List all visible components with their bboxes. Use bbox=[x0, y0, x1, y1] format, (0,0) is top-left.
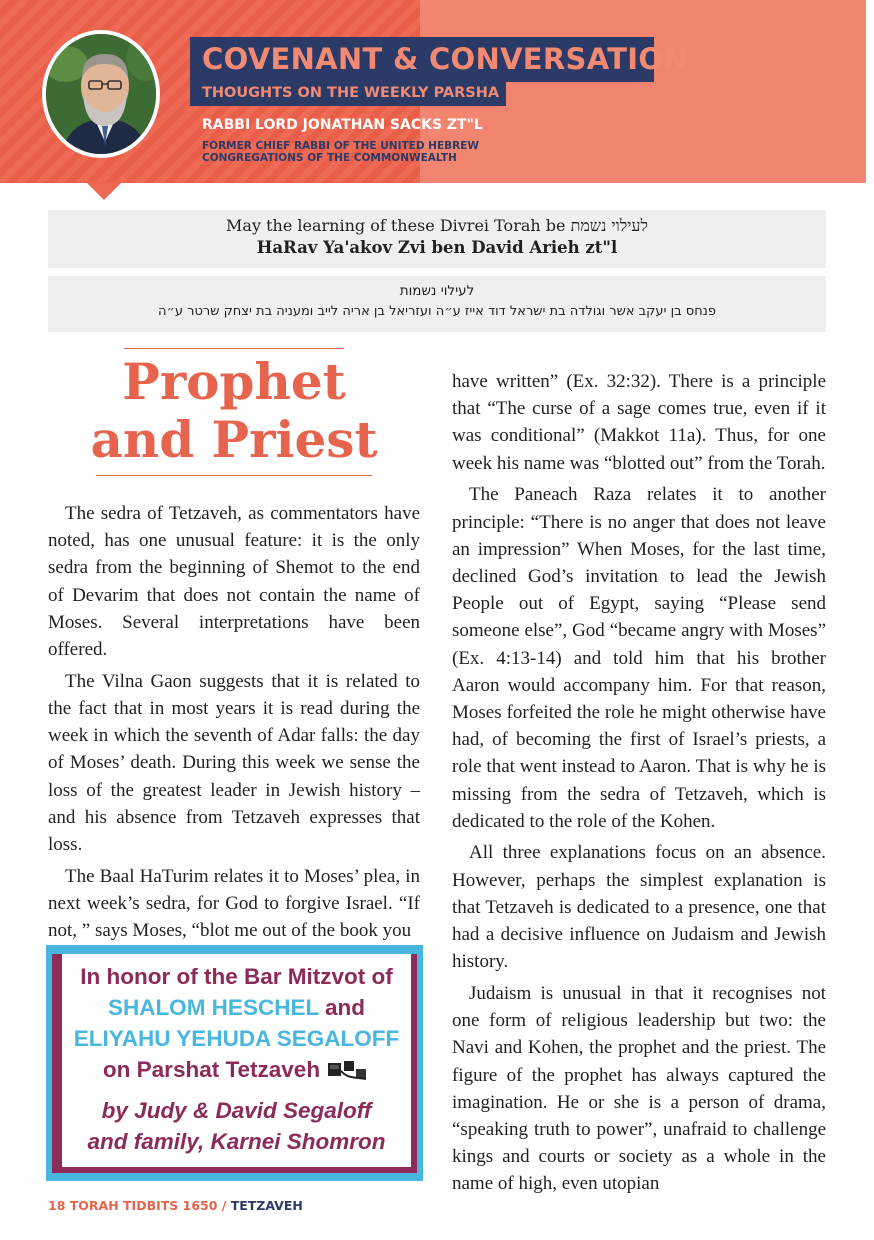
paragraph: The Vilna Gaon suggests that it is related to the fact that in most years it is read during the week in which the seventh of Adar falls: the day of Moses’ death. During this week we sense the loss of the greatest leader in Jewish history – and his absence from Tetzaveh expresses that loss. bbox=[48, 670, 420, 855]
tefillin-icon bbox=[326, 1057, 370, 1081]
ad-name-line1 bbox=[62, 992, 411, 1023]
ad-sponsor-line2: and family, Karnei Shomron bbox=[87, 1129, 386, 1154]
dedication-box-english bbox=[48, 210, 826, 268]
ad-inner-frame bbox=[52, 954, 417, 1173]
author-title bbox=[202, 140, 532, 164]
paragraph: The Paneach Raza relates it to another principle: “There is no anger that does not leave an impression” When Moses, for the last time, declined God’s invitation to lead the Jewish People out of Egypt, saying “Please send someone else”, God “became angry with Moses” (Ex. 4:13-14) and told him that his brother Aaron would accompany him. For that reason, Moses forfeited the role he might otherwise have had, of becoming the first of Israel’s priests, a role that went instead to Aaron. That is why he is missing from the sedra of Tetzaveh, which is dedicated to the role of the Kohen. bbox=[452, 484, 826, 832]
paragraph: The Baal HaTurim relates it to Moses’ plea, in next week’s sedra, for God to forgive Israel. “If not, ” says Moses, “blot me out of the book you bbox=[48, 865, 420, 942]
author-title-line2: CONGREGATIONS OF THE COMMONWEALTH bbox=[202, 152, 457, 164]
title-rule-bottom bbox=[96, 475, 372, 476]
header-banner bbox=[0, 0, 866, 183]
ad-name-1: SHALOM HESCHEL bbox=[107, 995, 319, 1020]
article-column-right bbox=[452, 368, 826, 1202]
bar-mitzvah-ad bbox=[46, 945, 423, 1181]
paragraph: Judaism is unusual in that it recognises not one form of religious leadership but two: the Navi and Kohen, the prophet and the priest. The figure of the prophet has always captured the imagination. He or she is a person of drama, “speaking truth to power”, unafraid to challenge kings and courts or society as a whole in the name of high, even utopian bbox=[452, 982, 826, 1195]
footer-publication: 18 TORAH TIDBITS 1650 / bbox=[48, 1198, 231, 1213]
article-title-line1: Prophet bbox=[122, 352, 346, 411]
ad-content bbox=[62, 954, 411, 1167]
series-subtitle-box bbox=[190, 82, 506, 106]
title-rule-top bbox=[124, 348, 344, 349]
series-title: COVENANT & CONVERSATION bbox=[202, 42, 688, 76]
author-portrait bbox=[42, 30, 160, 158]
article-column-left bbox=[48, 500, 420, 949]
paragraph: All three explanations focus on an absence. However, perhaps the simplest explanation is that Tetzaveh is dedicated to a presence, one that had a decisive influence on Judaism and Jewish history. bbox=[452, 842, 826, 973]
ad-parsha: on Parshat Tetzaveh bbox=[102, 1057, 321, 1082]
series-subtitle: THOUGHTS ON THE WEEKLY PARSHA bbox=[202, 85, 500, 101]
ad-intro: In honor of the Bar Mitzvot of bbox=[80, 964, 393, 989]
ad-sponsor-line1: by Judy & David Segaloff bbox=[101, 1098, 372, 1123]
ad-and-word: and bbox=[318, 995, 366, 1020]
banner-pointer bbox=[86, 182, 122, 200]
dedication-box-hebrew bbox=[48, 276, 826, 332]
article-title-line2: and Priest bbox=[90, 410, 378, 469]
ad-parsha-line bbox=[62, 1054, 411, 1085]
author-name: RABBI LORD JONATHAN SACKS ZT"L bbox=[202, 117, 483, 133]
author-title-line1: FORMER CHIEF RABBI OF THE UNITED HEBREW bbox=[202, 140, 479, 152]
hebrew-dedication-heading: לעילוי נשמות bbox=[399, 283, 475, 299]
page-footer bbox=[48, 1198, 303, 1213]
paragraph: The sedra of Tetzaveh, as commentators have noted, has one unusual feature: it is the only sedra from the beginning of Shemot to the end of Devarim that does not contain the name of Moses. Several interpretations have been offered. bbox=[48, 503, 420, 661]
hebrew-dedication-names: פנחס בן יעקב אשר וגולדה בת ישראל דוד אייז ע״ה ועזריאל בן אריה לייב ומעניה בת יצחק שרטר ע״ה bbox=[157, 304, 717, 319]
paragraph: have written” (Ex. 32:32). There is a principle that “The curse of a sage comes true, even if it was conditional” (Makkot 11a). Thus, for one week his name was “blotted out” from the Torah. bbox=[452, 371, 826, 474]
dedication-intro: May the learning of these Divrei Torah be לעילוי נשמת bbox=[226, 216, 648, 235]
series-title-box bbox=[190, 37, 688, 82]
footer-parsha: TETZAVEH bbox=[230, 1198, 303, 1213]
ad-name-2: ELIYAHU YEHUDA SEGALOFF bbox=[73, 1026, 400, 1051]
dedication-honoree: HaRav Ya'akov Zvi ben David Arieh zt"l bbox=[256, 238, 618, 257]
article-title bbox=[48, 353, 420, 469]
